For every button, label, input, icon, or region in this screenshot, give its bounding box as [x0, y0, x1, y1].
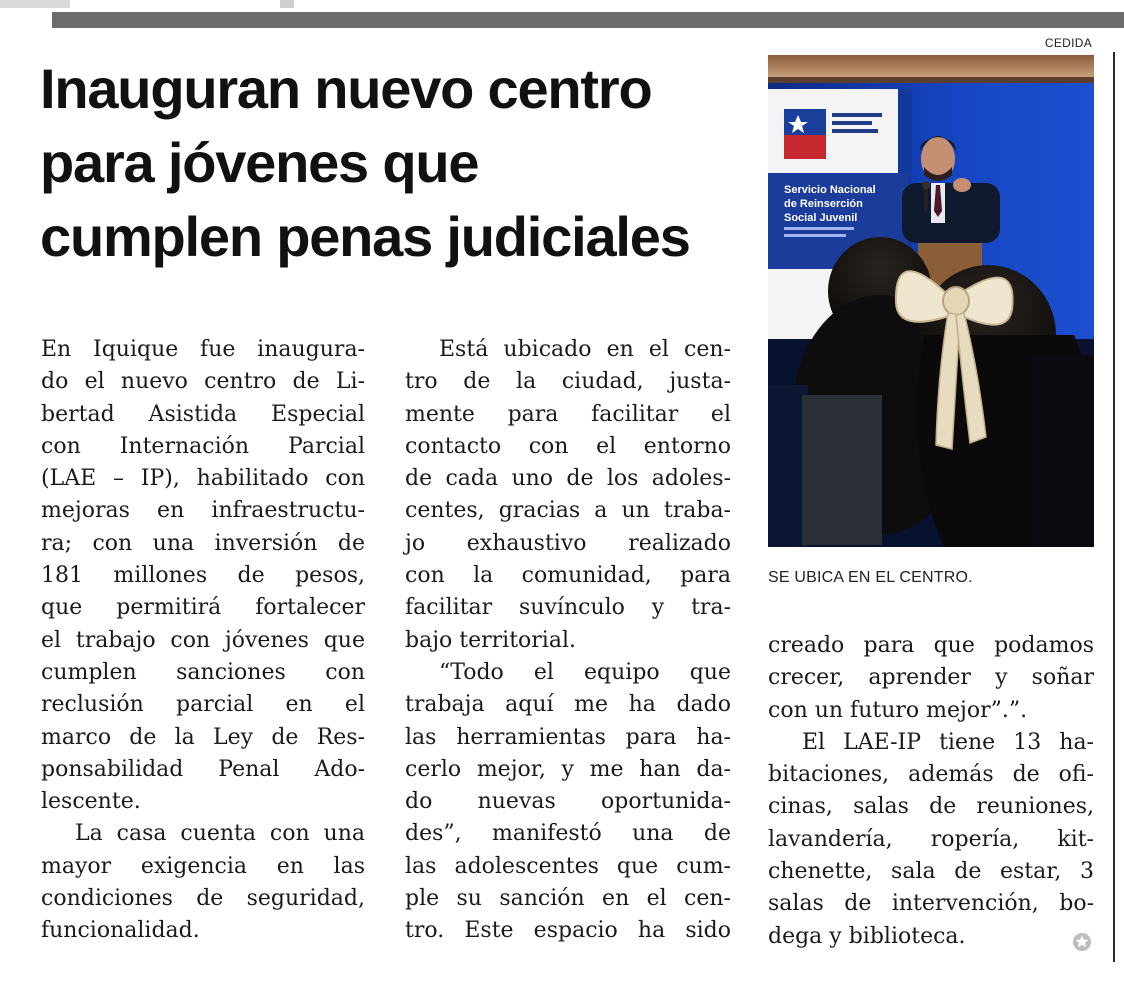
- end-of-article-star-icon: [1072, 932, 1092, 952]
- headline-line: cumplen penas judiciales: [40, 205, 690, 268]
- banner-text-line: de Reinserción: [784, 198, 863, 210]
- body-line: trabaja aquí me ha dado: [405, 692, 731, 718]
- body-line: tro. Este espacio ha sido: [405, 918, 731, 944]
- headline-line: para jóvenes que: [40, 131, 479, 194]
- banner-text-line: Social Juvenil: [784, 212, 858, 224]
- article-headline: [40, 52, 730, 274]
- photo-caption: SE UBICA EN EL CENTRO.: [768, 569, 973, 586]
- body-column-1: [41, 334, 365, 948]
- body-line: las herramientas para ha-: [405, 724, 731, 750]
- body-line: funcionalidad.: [41, 918, 200, 944]
- body-line: Está ubicado en el cen-: [439, 337, 731, 362]
- body-line: creado para que podamos: [768, 633, 1094, 658]
- body-line: de cada uno de los adoles-: [405, 466, 731, 492]
- article-photo: [768, 55, 1094, 547]
- body-line: cumplen sanciones con: [41, 659, 365, 685]
- body-line: mayor exigencia en las: [41, 853, 365, 879]
- body-column-3: [768, 630, 1094, 953]
- clipped-previous-article-edge: [0, 0, 700, 8]
- body-line: mejoras en infraestructu-: [41, 498, 365, 524]
- body-line: La casa cuenta con una: [75, 821, 365, 847]
- body-line: con un futuro mejor”.”.: [768, 697, 1028, 723]
- body-line: do nuevas oportunida-: [405, 789, 731, 815]
- body-line: des”, manifestó una de: [405, 821, 731, 847]
- banner-text-line: Servicio Nacional: [784, 184, 876, 196]
- body-line: ponsabilidad Penal Ado-: [41, 756, 365, 782]
- body-line: tro de la ciudad, justa-: [405, 369, 731, 395]
- body-line: dega y biblioteca.: [768, 923, 966, 949]
- body-line: jo exhaustivo realizado: [405, 530, 731, 556]
- body-line: facilitar suvínculo y tra-: [405, 595, 731, 621]
- body-line: las adolescentes que cum-: [405, 853, 731, 879]
- body-line: condiciones de seguridad,: [41, 886, 365, 912]
- body-line: “Todo el equipo que: [439, 659, 731, 685]
- body-line: que permitirá fortalecer: [41, 595, 365, 621]
- headline-line: Inauguran nuevo centro: [40, 57, 652, 120]
- body-line: ple su sanción en el cen-: [405, 886, 731, 912]
- body-line: ra; con una inversión de: [41, 530, 365, 556]
- body-line: cerlo mejor, y me han da-: [405, 756, 731, 782]
- body-line: do el nuevo centro de Li-: [41, 369, 365, 395]
- body-line: salas de intervención, bo-: [768, 891, 1094, 917]
- body-line: bitaciones, además de ofi-: [768, 762, 1094, 788]
- body-line: (LAE – IP), habilitado con: [41, 466, 365, 492]
- body-line: contacto con el entorno: [405, 433, 731, 459]
- body-line: En Iquique fue inaugura-: [41, 337, 365, 362]
- body-line: marco de la Ley de Res-: [41, 724, 365, 750]
- body-line: chenette, sala de estar, 3: [768, 859, 1094, 885]
- column-divider: [1113, 52, 1115, 962]
- body-line: el trabajo con jóvenes que: [41, 627, 365, 653]
- body-line: 181 millones de pesos,: [41, 563, 365, 589]
- body-line: mente para facilitar el: [405, 401, 731, 427]
- body-line: crecer, aprender y soñar: [768, 665, 1094, 691]
- body-line: El LAE-IP tiene 13 ha-: [802, 729, 1094, 755]
- photo-illustration: [768, 55, 1094, 547]
- body-line: cinas, salas de reuniones,: [768, 794, 1094, 820]
- body-column-2: [405, 334, 731, 948]
- body-line: bajo territorial.: [405, 627, 576, 653]
- body-line: bertad Asistida Especial: [41, 401, 365, 427]
- body-line: con Internación Parcial: [41, 433, 365, 459]
- body-line: lavandería, ropería, kit-: [768, 826, 1094, 852]
- photo-credit: CEDIDA: [1044, 36, 1092, 50]
- body-line: lescente.: [41, 789, 141, 815]
- body-line: reclusión parcial en el: [41, 692, 365, 718]
- section-header-bar: [52, 12, 1124, 28]
- body-line: con la comunidad, para: [405, 563, 731, 589]
- body-line: centes, gracias a un traba-: [405, 498, 731, 524]
